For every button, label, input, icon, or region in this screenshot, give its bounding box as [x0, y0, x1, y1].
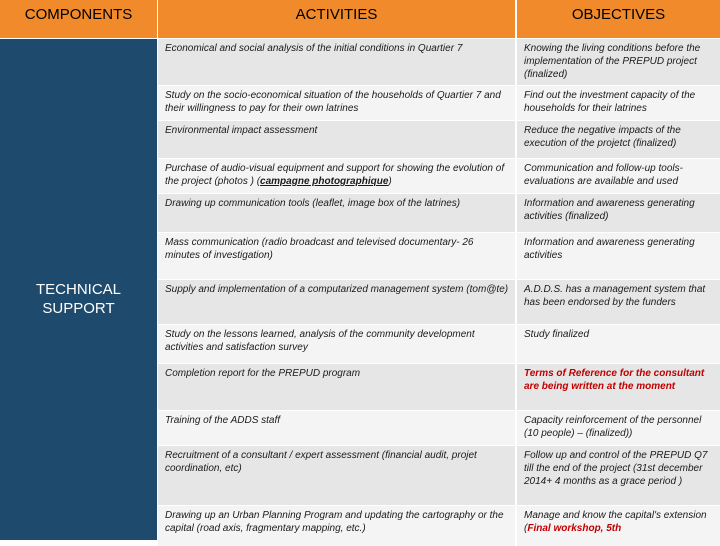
table-row [158, 121, 720, 158]
objective-cell: A.D.D.S. has a management system that has been endorsed by the funders [517, 280, 720, 324]
activity-cell: Training of the ADDS staff [158, 411, 515, 445]
components-column [0, 39, 157, 540]
table-row [158, 233, 720, 279]
objective-cell: Knowing the living conditions before the implementation of the PREPUD project (finalized) [517, 39, 720, 85]
table-row [158, 325, 720, 363]
activity-cell: Completion report for the PREPUD program [158, 364, 515, 410]
component-label: TECHNICAL SUPPORT [35, 281, 121, 317]
activity-cell: Recruitment of a consultant / expert assessment (financial audit, projet coordination, etc) [158, 446, 515, 505]
objective-cell: Information and awareness generating activities [517, 233, 720, 279]
objective-cell: Reduce the negative impacts of the execution of the projetct (finalized) [517, 121, 720, 158]
table-row [158, 39, 720, 85]
table-row [158, 364, 720, 410]
activity-cell: Drawing up an Urban Planning Program and updating the cartography or the capital (road axis, fragmentary mapping, etc.) [158, 506, 515, 546]
objective-cell: Study finalized [517, 325, 720, 363]
header-components-label: COMPONENTS [24, 6, 133, 23]
table-row [158, 411, 720, 445]
header-objectives [517, 0, 720, 38]
table-row [158, 506, 720, 546]
objective-cell: Find out the investment capacity of the households for their latrines [517, 86, 720, 120]
objective-emphasis: Final workshop, 5th [527, 523, 622, 534]
activity-cell [158, 159, 515, 193]
activity-tail: ) [388, 176, 392, 187]
table-row [158, 194, 720, 232]
table-row [158, 446, 720, 505]
activity-text: Purchase of audio-visual equipment and support for showing the evolution of the project (photos ) ( [165, 163, 505, 187]
activity-cell: Economical and social analysis of the initial conditions in Quartier 7 [158, 39, 515, 85]
objective-cell: Terms of Reference for the consultant are being written at the moment [517, 364, 720, 410]
table-row [158, 86, 720, 120]
activity-cell: Mass communication (radio broadcast and televised documentary- 26 minutes of investigation) [158, 233, 515, 279]
header-activities [158, 0, 515, 38]
activity-cell: Drawing up communication tools (leaflet, image box of the latrines) [158, 194, 515, 232]
activity-cell: Environmental impact assessment [158, 121, 515, 158]
header-objectives-label: OBJECTIVES [571, 6, 666, 23]
objective-cell [517, 506, 720, 546]
header-components [0, 0, 157, 38]
activity-cell: Supply and implementation of a computarized management system (tom@te) [158, 280, 515, 324]
objective-cell: Communication and follow-up tools- evaluations are available and used [517, 159, 720, 193]
objective-cell: Follow up and control of the PREPUD Q7 till the end of the project (31st december 2014+ 4 months as a grace period ) [517, 446, 720, 505]
objective-cell: Capacity reinforcement of the personnel (10 people) – (finalized)) [517, 411, 720, 445]
activity-cell: Study on the socio-economical situation of the households of Quartier 7 and their willingness to pay for their own latrines [158, 86, 515, 120]
activity-cell: Study on the lessons learned, analysis of the community development activities and satisfaction survey [158, 325, 515, 363]
table-row [158, 280, 720, 324]
objective-text: Manage and know the capital's extension ( [524, 510, 707, 534]
activity-emphasis: campagne photographique [260, 176, 389, 187]
header-activities-label: ACTIVITIES [295, 6, 378, 23]
table-row [158, 159, 720, 193]
objective-cell: Information and awareness generating activities (finalized) [517, 194, 720, 232]
